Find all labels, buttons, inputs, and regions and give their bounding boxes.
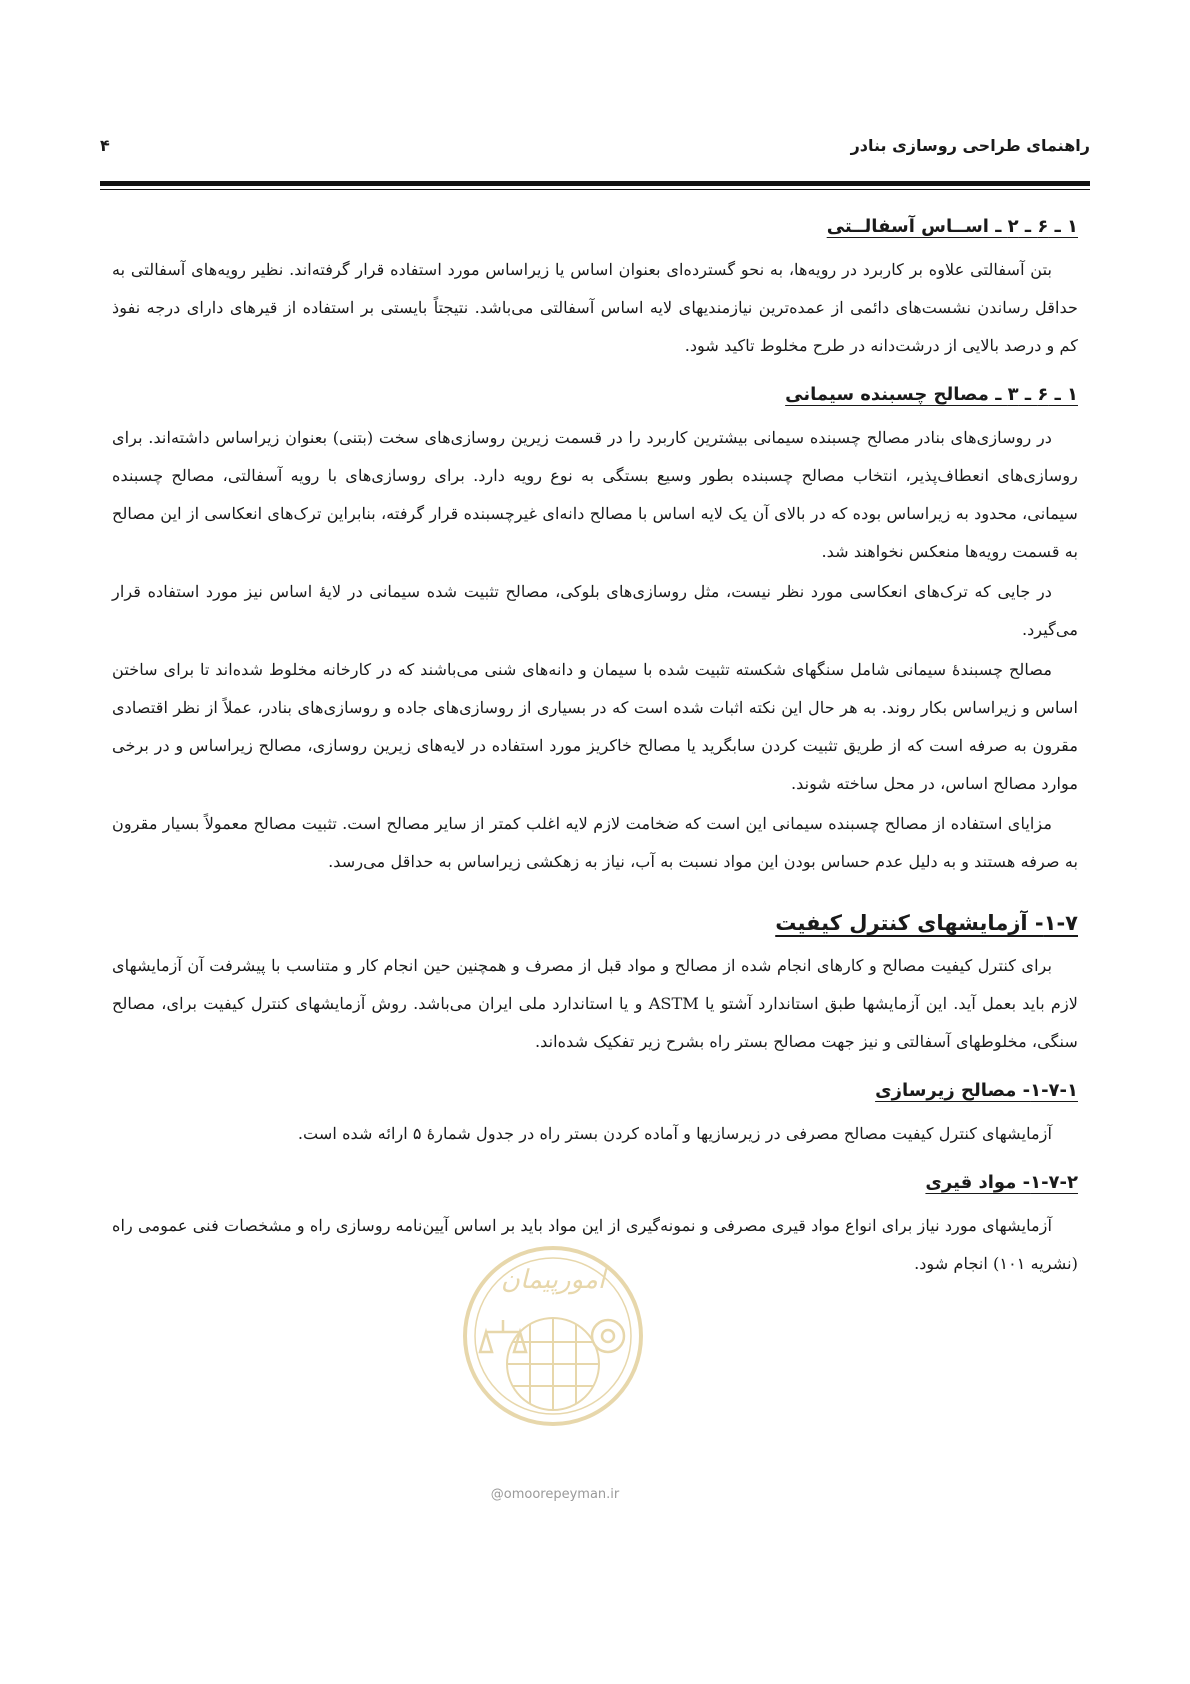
watermark-url: @omoorepeyman.ir [490, 1487, 620, 1502]
paragraph: مزایای استفاده از مصالح چسبنده سیمانی این است که ضخامت لازم لایه اغلب کمتر از سایر مصالح است. تثبیت مصالح معمولاً بسیار مقرون به صرفه هستند و به دلیل عدم حساس بودن این مواد نسبت به آب، نیاز به زهکشی زیراساس به حداقل می‌رسد. [112, 814, 1078, 871]
section-heading: ۱ ـ ۶ ـ ۳ ـ مصالح چسبنده سیمانی [785, 384, 1078, 405]
section-heading: ۱-۷-۲- مواد قیری [925, 1172, 1078, 1193]
paragraph: در جایی که ترک‌های انعکاسی مورد نظر نیست، مثل روسازی‌های بلوکی، مصالح تثبیت شده سیمانی در لایۀ اساس نیز مورد استفاده قرار می‌گیرد. [112, 582, 1078, 639]
header-rule-thick [100, 181, 1090, 186]
section-subgrade-materials [112, 1071, 1078, 1153]
body-content [112, 207, 1078, 1285]
paragraph: آزمایشهای مورد نیاز برای انواع مواد قیری مصرفی و نمونه‌گیری از این مواد باید بر اساس آیین‌نامه روسازی راه و مشخصات فنی عمومی راه (نشریه ۱۰۱) انجام شود. [112, 1216, 1078, 1273]
header-rule-thin [100, 189, 1090, 190]
running-title: راهنمای طراحی روسازی بنادر [850, 136, 1090, 155]
running-header [100, 130, 1090, 166]
paragraph: مصالح چسبندۀ سیمانی شامل سنگهای شکسته تثبیت شده با سیمان و دانه‌های شنی می‌باشند که در کارخانه مخلوط شده‌اند تا برای ساختن اساس و زیراساس بکار روند. به هر حال این نکته اثبات شده است که در بسیاری از روسازی‌های جاده و روسازی‌های بنادر، عملاً از نظر اقتصادی مقرون به صرفه است که از طریق تثبیت کردن سابگرید یا مصالح خاکریز مورد استفاده در لایه‌های زیرین روسازی، مصالح زیراساس و در برخی موارد مصالح اساس، در محل ساخته شوند. [112, 660, 1078, 793]
paragraph: بتن آسفالتی علاوه بر کاربرد در رویه‌ها، به نحو گسترده‌ای بعنوان اساس یا زیراساس مورد استفاده قرار گرفته‌اند. نظیر رویه‌های آسفالتی به حداقل رساندن نشست‌های دائمی از عمده‌ترین نیازمندیهای لایه اساس آسفالتی می‌باشد. نتیجتاً بایستی بر استفاده از قیرهای دارای درجه نفوذ کم و درصد بالایی از درشت‌دانه در طرح مخلوط تاکید شود. [112, 260, 1078, 355]
watermark-text: امورپیمان [500, 1265, 606, 1295]
paragraph: آزمایشهای کنترل کیفیت مصالح مصرفی در زیرسازیها و آماده کردن بستر راه در جدول شمارۀ ۵ ارائه شده است. [297, 1124, 1052, 1143]
section-asphalt-base [112, 207, 1078, 365]
section-heading: ۱ ـ ۶ ـ ۲ ـ اســاس آسفالــتی [826, 216, 1078, 237]
paragraph: برای کنترل کیفیت مصالح و کارهای انجام شده از مصالح و مواد قبل از مصرف و همچنین حین انجام کار و متناسب با پیشرفت آن آزمایشهای لازم باید بعمل آید. این آزمایشها طبق استاندارد آشتو یا ASTM و یا استاندارد ملی ایران می‌باشد. روش آزمایشهای کنترل کیفیت برای، مصالح سنگی، مخلوطهای آسفالتی و نیز جهت مصالح بستر راه بشرح زیر تفکیک شده‌اند. [112, 956, 1078, 1051]
section-cement-bound-materials [112, 375, 1078, 881]
paragraph: در روسازی‌های بنادر مصالح چسبنده سیمانی بیشترین کاربرد را در قسمت زیرین روسازی‌های سخت (بتنی) بعنوان زیراساس داشته‌اند. برای روسازی‌های انعطاف‌پذیر، انتخاب مصالح چسبنده بطور وسیع بستگی به نوع رویه دارد. برای روسازی‌های با رویه آسفالتی، مصالح چسبنده سیمانی، محدود به زیراساس بوده که در بالای آن یک لایه اساس با مصالح دانه‌ای غیرچسبنده قرار گرفته، بنابراین ترک‌های انعکاسی از این مصالح به قسمت رویه‌ها منعکس نخواهند شد. [112, 428, 1078, 561]
section-quality-control-tests [112, 903, 1078, 1061]
section-heading: ۱-۷-۱- مصالح زیرسازی [875, 1080, 1078, 1101]
page-number: ۴ [100, 136, 110, 155]
section-heading: ۱-۷- آزمایشهای کنترل کیفیت [775, 911, 1078, 935]
section-bituminous-materials [112, 1163, 1078, 1283]
